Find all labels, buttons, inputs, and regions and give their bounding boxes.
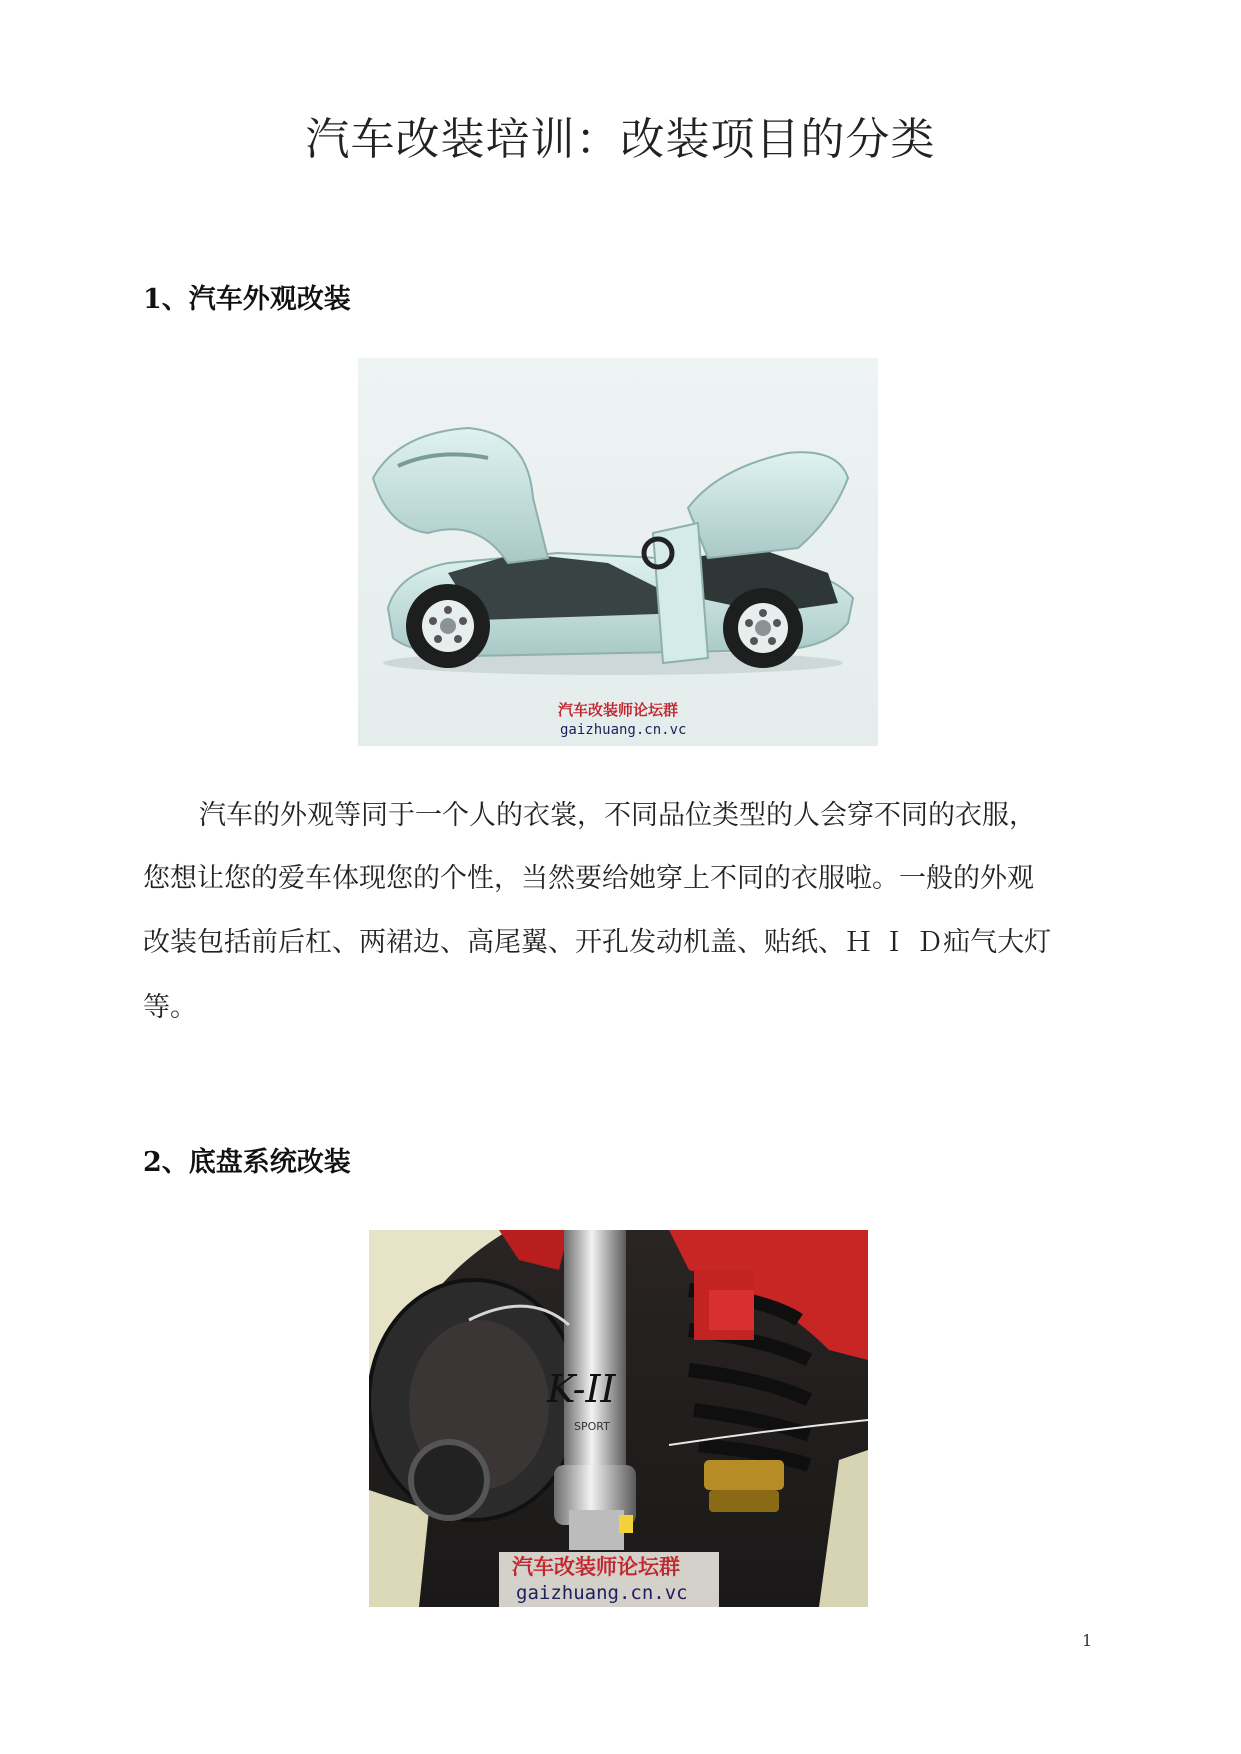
- shock-sport-label: SPORT: [574, 1420, 610, 1433]
- suspension-photo: [369, 1230, 868, 1607]
- watermark-url: gaizhuang.cn.vc: [516, 1582, 688, 1604]
- section-heading-exterior: 1、汽车外观改装: [143, 284, 351, 315]
- car-exterior-photo: [358, 358, 878, 746]
- watermark-cn: 汽车改装师论坛群: [558, 701, 679, 719]
- paragraph-line: 您想让您的爱车体现您的个性，当然要给她穿上不同的衣服啦。一般的外观: [143, 863, 1034, 894]
- paragraph-line: 等。: [143, 992, 197, 1023]
- section-heading-chassis: 2、底盘系统改装: [143, 1147, 351, 1178]
- page-number: 1: [1082, 1631, 1093, 1650]
- watermark-cn: 汽车改装师论坛群: [512, 1555, 680, 1579]
- paragraph-line: 汽车的外观等同于一个人的衣裳，不同品位类型的人会穿不同的衣服，: [199, 800, 1036, 831]
- paragraph-line: 改装包括前后杠、两裙边、高尾翼、开孔发动机盖、贴纸、Ｈ Ｉ Ｄ疝气大灯: [143, 927, 1052, 958]
- page-title: 汽车改装培训：改装项目的分类: [305, 114, 936, 165]
- watermark-url: gaizhuang.cn.vc: [560, 722, 687, 738]
- shock-label: K-II: [547, 1367, 616, 1411]
